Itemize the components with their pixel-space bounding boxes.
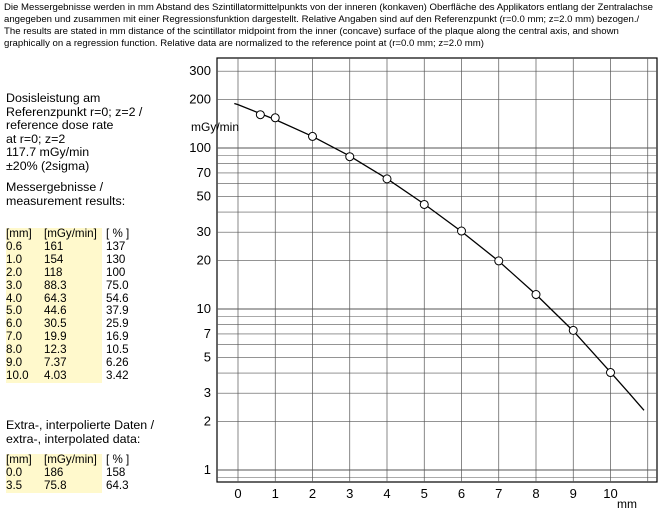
column-header: [ % ] (106, 453, 130, 466)
cell: 3.0 (6, 280, 44, 293)
cell: 5.0 (6, 305, 44, 318)
dose-info-line: Dosisleistung am (6, 91, 101, 105)
y-tick-label: 50 (196, 188, 211, 204)
column-header: [ % ] (106, 227, 130, 240)
y-tick-label: 300 (189, 63, 211, 79)
cell: 2.0 (6, 267, 44, 280)
cell: 75.8 (44, 480, 102, 493)
cell: 6.26 (106, 356, 129, 370)
x-tick-label: 6 (457, 486, 466, 501)
dose-info-line: 117.7 mGy/min (6, 145, 90, 159)
data-point (495, 257, 503, 265)
data-point (420, 200, 428, 208)
column-header: [mm] (6, 228, 44, 241)
cell: 100 (106, 265, 126, 279)
y-tick-label: 2 (203, 413, 211, 429)
cell: 137 (106, 239, 126, 253)
x-tick-label: 10 (603, 486, 618, 501)
cell: 118 (44, 267, 102, 280)
cell: 9.0 (6, 357, 44, 370)
plot-frame (217, 58, 657, 482)
column-header: [mm] (6, 454, 44, 467)
cell: 1.0 (6, 254, 44, 267)
x-axis-label: mm (617, 497, 637, 510)
cell: 44.6 (44, 305, 102, 318)
cell: 37.9 (106, 304, 129, 318)
cell: 54.6 (106, 291, 129, 305)
dose-info-line: reference dose rate (6, 118, 114, 132)
cell: 7.37 (44, 357, 102, 370)
data-point (383, 175, 391, 183)
x-tick-label: 5 (420, 486, 428, 501)
cell: 30.5 (44, 318, 102, 331)
chart-ticks (189, 63, 617, 501)
x-tick-label: 4 (383, 486, 391, 501)
x-tick-label: 0 (234, 486, 242, 501)
column-header: [mGy/min] (44, 454, 102, 467)
y-tick-label: 70 (196, 164, 211, 180)
data-points (256, 111, 614, 377)
cell: 6.0 (6, 318, 44, 331)
description-line: Die Messergebnisse werden in mm Abstand des Szintillatormittelpunkts von der inneren (konkaven) Oberfläche des Applikators entlang der Zentralachse (4, 2, 653, 13)
data-point (346, 153, 354, 161)
cell: 8.0 (6, 344, 44, 357)
cell: 64.3 (44, 293, 102, 306)
data-point (607, 369, 615, 377)
cell: 10.5 (106, 343, 129, 357)
data-point (569, 326, 577, 334)
cell: 4.03 (44, 370, 102, 383)
extra-title-line: extra-, interpolated data: (6, 431, 141, 446)
measurement-title: measurement results: (6, 193, 126, 208)
dose-info-line: at r=0; z=2 (6, 131, 66, 146)
data-point (271, 114, 279, 122)
x-tick-label: 1 (271, 486, 279, 501)
data-point (309, 132, 317, 140)
extra-title-line: Extra-, interpolierte Daten / (6, 418, 155, 432)
y-tick-label: 7 (203, 325, 211, 341)
x-tick-label: 3 (346, 486, 354, 501)
cell: 64.3 (106, 478, 129, 492)
y-tick-label: 10 (196, 301, 211, 316)
cell: 186 (44, 467, 102, 480)
regression-line (234, 104, 644, 411)
cell: 25.9 (106, 317, 129, 331)
regression-curve (234, 104, 644, 411)
cell: 4.0 (6, 293, 44, 306)
cell: 10.0 (6, 370, 44, 383)
measurement-title: Messergebnisse / (6, 180, 104, 194)
dose-info-line: ±20% (2sigma) (6, 158, 90, 173)
x-tick-label: 9 (569, 486, 577, 501)
cell: 154 (44, 254, 102, 267)
cell: 75.0 (106, 278, 129, 292)
cell: 161 (44, 241, 102, 254)
x-tick-label: 7 (495, 486, 503, 501)
cell: 0.6 (6, 241, 44, 254)
description-line: graphically on a regression function. Relative data are normalized to the reference point at (r=0.0 mm; z=2.0 mm) (4, 38, 484, 49)
cell: 3.42 (106, 368, 129, 382)
cell: 12.3 (44, 344, 102, 357)
y-tick-label: 3 (203, 385, 211, 401)
description-line: The results are stated in mm distance of the scintillator midpoint from the inner (concave) surface of the plaque along the central axis, and shown (4, 26, 619, 37)
y-tick-label: 20 (196, 252, 211, 268)
cell: 130 (106, 252, 126, 266)
cell: 16.9 (106, 330, 129, 344)
cell: 158 (106, 465, 126, 479)
cell: 0.0 (6, 467, 44, 480)
y-tick-label: 30 (196, 224, 211, 240)
data-point (458, 227, 466, 235)
dose-info-line: Referenzpunkt r=0; z=2 / (6, 104, 143, 119)
chart-grid (217, 58, 657, 482)
cell: 88.3 (44, 280, 102, 293)
data-point (256, 111, 264, 119)
y-tick-label: 5 (203, 349, 211, 365)
cell: 3.5 (6, 480, 44, 493)
description-line: angegeben und zusammen mit einer Regressionsfunktion dargestellt. Relative Angaben sind auf den Referenzpunkt (r=0.0 mm; z=2.0 mm) bezogen./ (4, 14, 640, 25)
y-tick-label: 100 (189, 140, 211, 155)
data-point (532, 291, 540, 299)
x-tick-label: 2 (308, 486, 317, 501)
cell: 19.9 (44, 331, 102, 344)
column-header: [mGy/min] (44, 228, 102, 241)
x-tick-label: 8 (532, 486, 540, 501)
y-tick-label: 1 (203, 462, 211, 477)
y-tick-label: 200 (189, 91, 211, 107)
cell: 7.0 (6, 331, 44, 344)
y-axis-label: mGy/min (191, 120, 239, 134)
